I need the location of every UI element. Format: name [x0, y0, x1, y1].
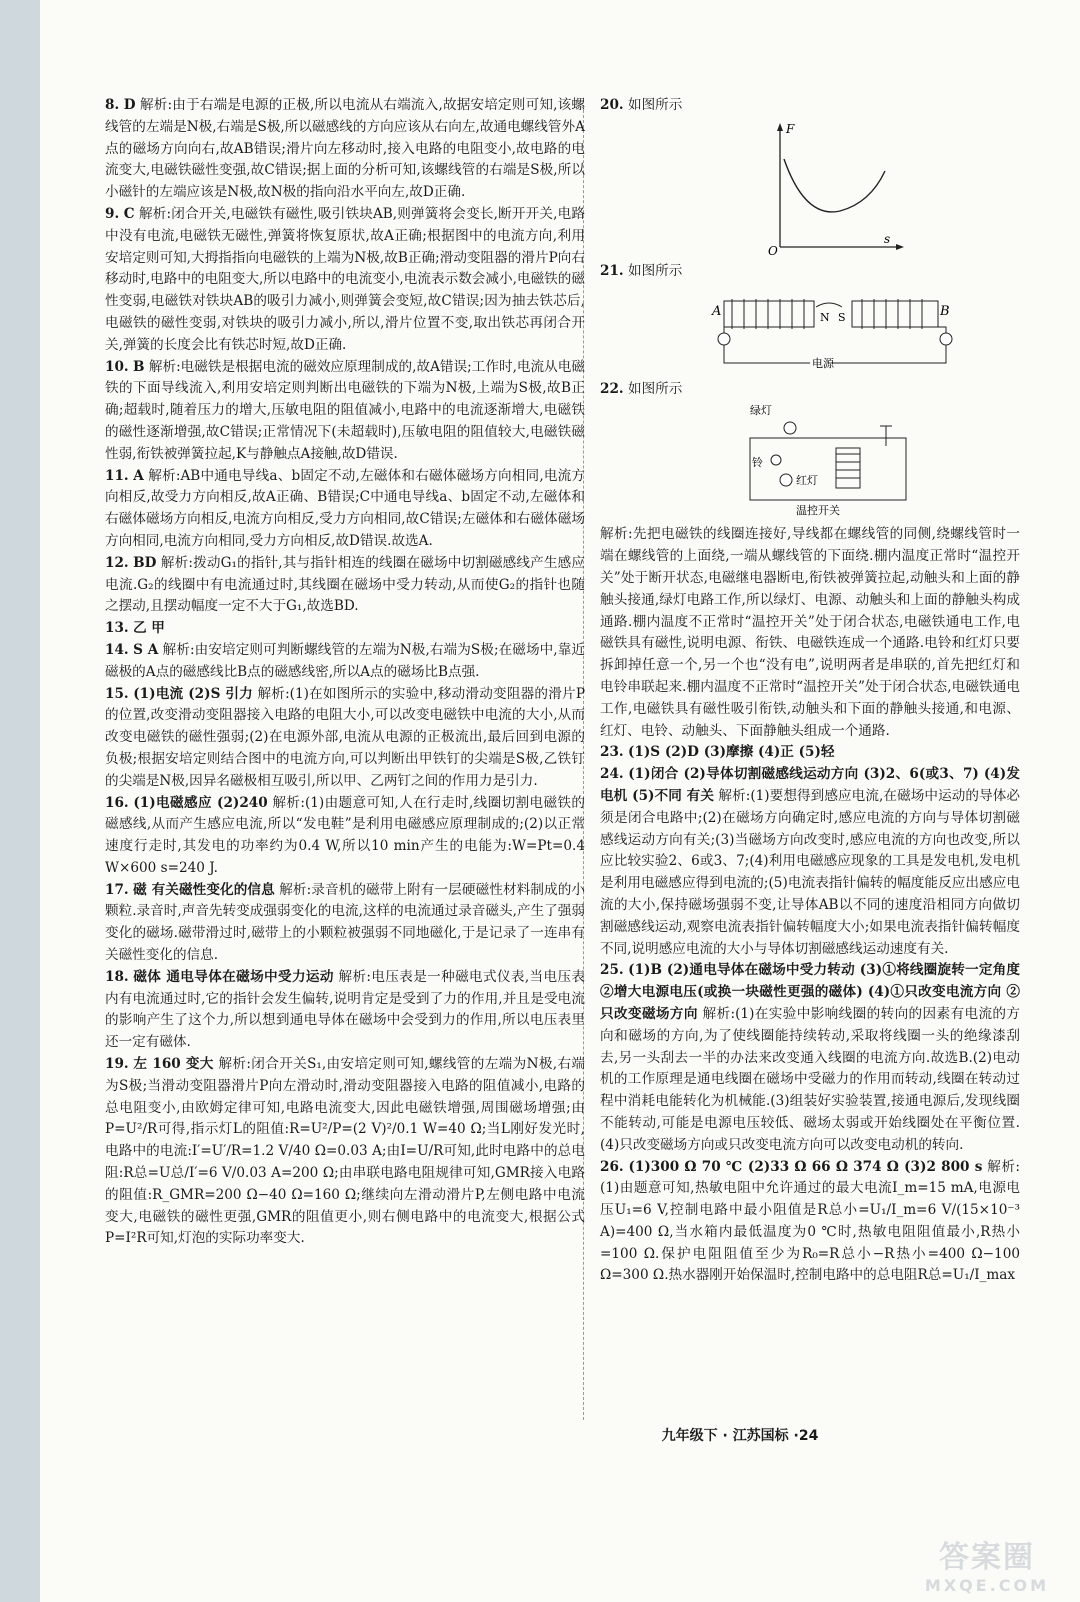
- item-analysis: 解析:(1)在如图所示的实验中,移动滑动变阻器的滑片P的位置,改变滑动变阻器接入电路的电阻大小,可以改变电磁铁中电流的大小,从而改变电磁铁的磁性强弱;(2)在电源外部,电流从电源的正极流出,最后回到电源的负极;根据安培定则结合图中的电流方向,可以判断出甲铁钉的尖端是S极,乙铁钉的尖端是N极,因异名磁极相互吸引,所以甲、乙两钉之间的作用力是引力.: [105, 685, 585, 789]
- page-binding-edge: [0, 0, 40, 1602]
- footer-info: 九年级下 · 江苏国标 ·24: [661, 1428, 819, 1444]
- item-analysis: 解析:由于右端是电源的正极,所以电流从右端流入,故据安培定则可知,该螺线管的左端是N极,右端是S极,所以磁感线的方向应该从右向左,故通电螺线管外A点的磁场方向向右,故AB错误;滑片向左移动时,接入电路的电阻变小,故电路的电流变大,电磁铁磁性变强,故C错误;据上面的分析可知,该螺线管的右端是S极,所以小磁针的左端应该是N极,故N极的指向沿水平向左,故D正确.: [105, 97, 585, 201]
- item-analysis: 解析:闭合开关S₁,由安培定则可知,螺线管的左端为N极,右端为S极;当滑动变阻器滑片P向左滑动时,滑动变阻器接入电路的阻值减小,电路的总电阻变小,由欧姆定律可知,电路电流变大,因此电磁铁增强,周围磁场增强;由P=U²/R可得,指示灯L的阻值:R=U²/P=(2 V)²/0.1 W=40 Ω;当L刚好发光时,电路中的电流:I′=U′/R=1.2 V/40 Ω=0.03 A;由I=U/R可知,此时电路中的总电阻:R总=U总/I′=6 V/0.03 A=200 Ω;由串联电路电阻规律可知,GMR接入电路的阻值:R_GMR=200 Ω−40 Ω=160 Ω;继续向左滑动滑片P,左侧电路中电流变大,电磁铁的磁性更强,GMR的阻值更小,则右侧电路中的电流变大,根据公式P=I²R可知,灯泡的实际功率变大.: [105, 1056, 585, 1247]
- item-number: 24.: [600, 766, 624, 783]
- item-answer: (1)B (2)通电导体在磁场中受力转动 (3)①将线圈旋转一定角度 ②增大电源电压(或换一块磁性更强的磁体) (4)①只改变电流方向 ②只改变磁场方向: [600, 962, 1020, 1022]
- answer-item-24: [600, 764, 1020, 960]
- item-analysis: 解析:(1)在实验中影响线圈的转向的因素有电流的方向和磁场的方向,为了使线圈能持续转动,采取将线圈一头的绝缘漆刮去,另一头刮去一半的办法来改变通入线圈的电流方向.故选B.(2)电动机的工作原理是通电线圈在磁场中受磁力的作用而转动,线圈在转动过程中消耗电能转化为机械能.(3)组装好实验装置,接通电源后,发现线圈不能转动,可能是电源电压较低、磁场太弱或开始线圈处在平衡位置.(4)只改变磁场方向或只改变电流方向可以改变电动机的转向.: [600, 1005, 1021, 1153]
- item-answer: (1)电流 (2)S 引力: [133, 685, 253, 702]
- item-answer: 磁 有关磁性变化的信息: [133, 881, 275, 898]
- electromagnet-windings: [836, 454, 860, 478]
- power-source-label: 电源: [812, 356, 834, 370]
- item-note: 如图所示: [627, 380, 683, 397]
- lamp-a-icon: [718, 333, 730, 345]
- item-answer: 乙 甲: [132, 620, 165, 637]
- right-column: [600, 95, 1020, 1287]
- item-answer: (1)S (2)D (3)摩擦 (4)正 (5)轻: [627, 744, 835, 761]
- bell-label: 铃: [752, 456, 763, 470]
- item-answer: 左 160 变大: [133, 1056, 214, 1073]
- left-column: [105, 95, 585, 1250]
- item-number: 13.: [105, 620, 129, 637]
- item-number: 22.: [600, 380, 624, 397]
- item-answer: (1)电磁感应 (2)240: [133, 794, 268, 811]
- spring-icon: [880, 426, 892, 446]
- item-answer: BD: [133, 554, 157, 571]
- label-b: B: [940, 303, 950, 319]
- green-lamp-label: 绿灯: [750, 404, 772, 418]
- item-analysis: 解析:拨动G₁的指针,其与指针相连的线圈在磁场中切割磁感线产生感应电流.G₂的线圈中有电流通过时,其线圈在磁场中受力转动,从而使G₂的指针也随之摆动,且摆动幅度一定不大于G₁,故选BD.: [105, 554, 585, 615]
- electromagnet-circuit-diagram: [600, 285, 1020, 375]
- item-number: 18.: [105, 968, 129, 985]
- answer-item-20: [600, 95, 1020, 117]
- answer-item-15: [105, 684, 585, 793]
- item-number: 21.: [600, 262, 624, 279]
- answer-item-14: [105, 640, 585, 684]
- answer-item-16: [105, 793, 585, 880]
- item-answer: D: [123, 97, 136, 113]
- force-distance-graph: [600, 119, 1020, 257]
- item-number: 25.: [600, 962, 624, 979]
- axis-label-f: F: [786, 121, 795, 136]
- answer-item-19: [105, 1054, 585, 1250]
- answer-item-11: [105, 466, 585, 553]
- watermark-title: 答案圈: [939, 1540, 1035, 1575]
- circuit-wires: [724, 327, 946, 363]
- item-analysis: 解析:(1)要想得到感应电流,在磁场中运动的导体必须是闭合电路中;(2)在磁场方向确定时,感应电流的方向与导体切割磁感线运动方向有关;(3)当磁场方向改变时,感应电流的方向也改变,所以应比较实验2、6或3、7;(4)利用电磁感应现象的工具是发电机,发电机是利用电磁感应得到电流的;(5)电流表指针偏转的幅度能反应出感应电流的大小,保持磁场强弱不变,让导体AB以不同的速度沿相同方向做切割磁感线运动,观察电流表指针偏转幅度大小;如果电流表指针偏转幅度不同,说明感应电流的大小与导体切割磁感线运动速度有关.: [600, 787, 1020, 957]
- green-lamp-icon: [784, 422, 796, 434]
- item-number: 15.: [105, 685, 129, 702]
- y-axis-arrow-icon: [777, 123, 783, 131]
- site-watermark: [912, 1532, 1062, 1595]
- item-analysis: 解析:(1)由题意可知,热敏电阻中允许通过的最大电流I_m=15 mA,电源电压U₁=6 V,控制电路中最小阻值是R总小=U₁/I_m=6 V/(15×10⁻³ A)=400 Ω,当水箱内最低温度为0 ℃时,热敏电阻阻值最小,R热小=100 Ω.保护电阻阻值至少为R₀=R总小−R热小=400 Ω−100 Ω=300 Ω.热水器刚开始保温时,控制电路中的总电阻R总=U₁/I_max: [600, 1158, 1020, 1284]
- answer-item-8: [105, 95, 585, 204]
- item-number: 14.: [105, 641, 129, 658]
- item-answer: C: [123, 205, 135, 222]
- answer-item-9: [105, 204, 585, 357]
- item-number: 17.: [105, 881, 129, 898]
- item-analysis: 解析:电压表是一种磁电式仪表,当电压表内有电流通过时,它的指针会发生偏转,说明肯定是受到了力的作用,并且是受电流的影响产生了这个力,所以想到通电导体在磁场中会受到力的作用,所以电压表里还一定有磁体.: [105, 968, 585, 1051]
- item-number: 23.: [600, 744, 624, 761]
- lamp-b-icon: [940, 333, 952, 345]
- page-footer: [0, 1425, 1080, 1445]
- item-number: 10.: [105, 358, 129, 375]
- answer-item-13: [105, 618, 585, 640]
- item-number: 8.: [105, 97, 120, 113]
- item-number: 12.: [105, 554, 129, 571]
- item-answer: A: [133, 467, 144, 484]
- item-analysis: 解析:电磁铁是根据电流的磁效应原理制成的,故A错误;工作时,电流从电磁铁的下面导线流入,利用安培定则判断出电磁铁的下端为N极,上端为S极,故B正确;超载时,随着压力的增大,压敏电阻的阻值减小,电路中的电流逐渐增大,电磁铁的磁性逐渐增强,故C错误;正常情况下(未超载时),压敏电阻的阻值较大,电磁铁磁性弱,衔铁被弹簧拉起,K与静触点A接触,故D错误.: [105, 358, 585, 462]
- item-note: 如图所示: [627, 97, 683, 113]
- item-analysis: 解析:由安培定则可判断螺线管的左端为N极,右端为S极;在磁场中,靠近磁极的A点的磁感线比B点的磁感线密,所以A点的磁场比B点强.: [105, 641, 585, 680]
- coil-b-windings: [862, 299, 922, 329]
- red-lamp-icon: [780, 474, 792, 486]
- label-a: A: [712, 303, 722, 319]
- answer-item-26: [600, 1157, 1020, 1288]
- answer-item-25: [600, 960, 1020, 1156]
- watermark-url: MXQE.COM: [924, 1576, 1050, 1595]
- coil-a-windings: [732, 299, 804, 329]
- answer-item-10: [105, 357, 585, 466]
- answer-item-22-analysis: 解析:先把电磁铁的线圈连接好,导线都在螺线管的同侧,绕螺线管时一端在螺线管的上面绕,一端从螺线管的下面绕.棚内温度正常时“温控开关”处于断开状态,电磁继电器断电,衔铁被弹簧拉起,动触头和上面的静触头接通,绿灯电路工作,所以绿灯、电源、动触头和上面的静触头构成通路.棚内温度不正常时“温控开关”处于闭合状态,电磁铁通电工作,电磁铁具有磁性,说明电源、衔铁、电磁铁连成一个通路.电铃和红灯只要拆卸掉任意一个,另一个也“没有电”,说明两者是串联的,首先把红灯和电铃串联起来.棚内温度不正常时“温控开关”处于闭合状态,电磁铁通电工作,电磁铁具有磁性吸引衔铁,动触头和下面的静触头接通,和电源、红灯、电铃、动触头、下面静触头组成一个通路.: [600, 526, 1020, 739]
- item-number: 16.: [105, 794, 129, 811]
- item-number: 20.: [600, 97, 624, 113]
- item-answer: (1)闭合 (2)导体切割磁感线运动方向 (3)2、6(或3、7) (4)发电机 (5)不同 有关: [600, 766, 1021, 804]
- temperature-switch-label: 温控开关: [796, 504, 840, 518]
- footer-edition: 江苏国标: [732, 1428, 789, 1444]
- item-answer: (1)300 Ω 70 ℃ (2)33 Ω 66 Ω 374 Ω (3)2 800 s: [628, 1158, 983, 1175]
- pole-s: S: [838, 310, 846, 324]
- red-lamp-label: 红灯: [796, 474, 818, 488]
- field-line-icon: [816, 303, 842, 307]
- item-note: 如图所示: [627, 262, 683, 279]
- item-number: 19.: [105, 1056, 129, 1073]
- item-analysis: 解析:AB中通电导线a、b固定不动,左磁体和右磁体磁场方向相同,电流方向相反,故受力方向相反,故A正确、B错误;C中通电导线a、b固定不动,左磁体和右磁体磁场方向相反,电流方向相反,受力方向相同,故C错误;左磁体和右磁体磁场方向相同,电流方向相同,受力方向相反,故D错误.故选A.: [105, 467, 586, 549]
- pole-n: N: [820, 310, 830, 324]
- item-number: 9.: [105, 205, 120, 222]
- x-axis-arrow-icon: [896, 244, 904, 250]
- item-number: 11.: [105, 467, 129, 484]
- force-curve: [784, 159, 885, 212]
- answer-item-17: [105, 880, 585, 967]
- item-number: 26.: [600, 1158, 624, 1175]
- axis-label-s: s: [884, 231, 891, 246]
- control-loop: [750, 438, 906, 500]
- bell-icon: [771, 455, 781, 465]
- item-analysis: 解析:闭合开关,电磁铁有磁性,吸引铁块AB,则弹簧将会变长,断开开关,电路中没有电流,电磁铁无磁性,弹簧将恢复原状,故A正确;根据图中的电流方向,利用安培定则可知,大拇指指向电磁铁的上端为N极,故B正确;滑动变阻器的滑片P向右移动时,电路中的电阻变大,所以电路中的电流变小,电流表示数会减小,电磁铁的磁性变弱,电磁铁对铁块AB的吸引力减小,则弹簧会变短,故C错误;因为抽去铁芯后,电磁铁的磁性变弱,对铁块的吸引力减小,所以,滑片位置不变,取出铁芯再闭合开关,弹簧的长度会比有铁芯时短,故D正确.: [105, 205, 585, 353]
- coil-a: [724, 301, 814, 327]
- origin-label: O: [768, 243, 778, 257]
- temperature-alarm-circuit-diagram: [600, 402, 1020, 520]
- item-analysis: 解析:(1)由题意可知,人在行走时,线圈切割电磁铁的磁感线,从而产生感应电流,所以“发电鞋”是利用电磁感应原理制成的;(2)以正常速度行走时,其发电的功率约为0.4 W,所以10 min产生的电能为:W=Pt=0.4 W×600 s=240 J.: [105, 794, 585, 876]
- item-answer: B: [133, 358, 145, 375]
- answer-item-18: [105, 967, 585, 1054]
- answer-item-12: [105, 553, 585, 618]
- item-analysis: 解析:录音机的磁带上附有一层硬磁性材料制成的小颗粒.录音时,声音先转变成强弱变化的电流,这样的电流通过录音磁头,产生了强弱变化的磁场.磁带滑过时,磁带上的小颗粒被强弱不同地磁化,于是记录了一连串有关磁性变化的信息.: [105, 881, 585, 964]
- answer-item-21: [600, 261, 1020, 283]
- item-answer: S A: [133, 641, 159, 658]
- item-answer: 磁体 通电导体在磁场中受力运动: [133, 968, 334, 985]
- page-number: 24: [798, 1428, 819, 1444]
- answer-item-22: [600, 379, 1020, 401]
- coil-b: [852, 301, 938, 327]
- footer-grade: 九年级下: [661, 1428, 718, 1444]
- answer-item-23: [600, 742, 1020, 764]
